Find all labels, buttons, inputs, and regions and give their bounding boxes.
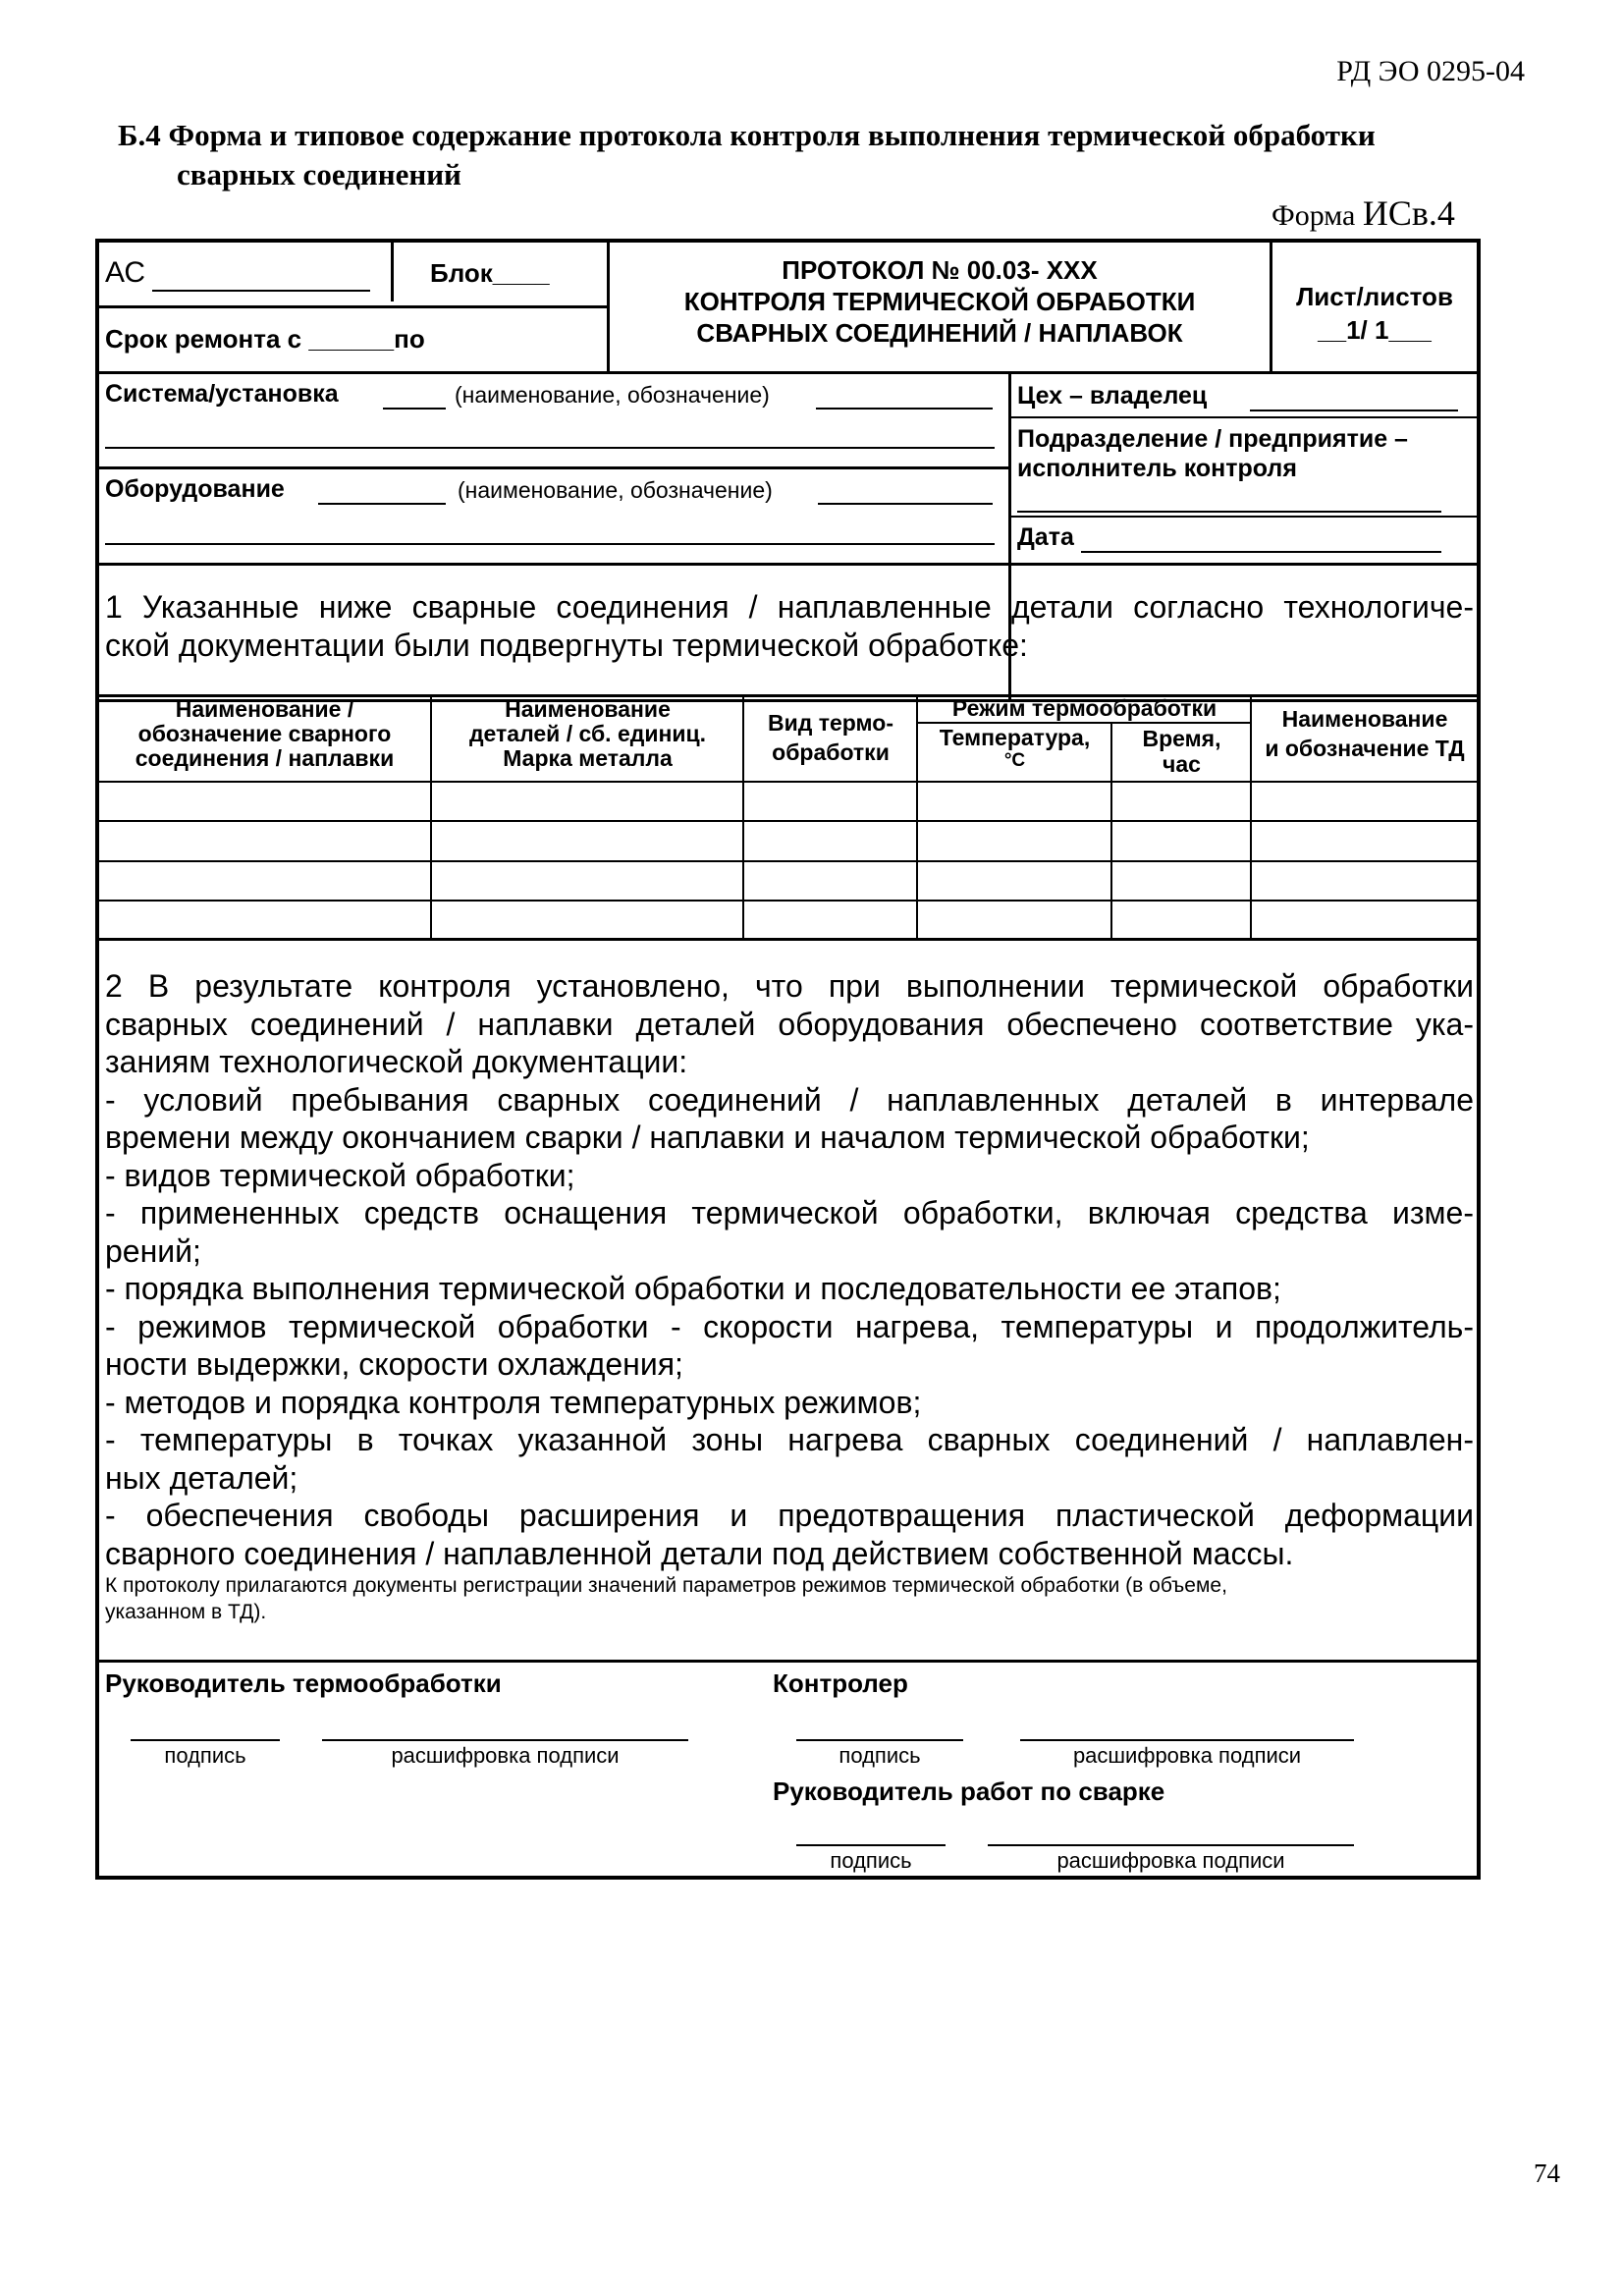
divider-workshop (1008, 416, 1477, 418)
equipment-underline-2[interactable] (818, 503, 993, 505)
head-thermo-signature-caption: подпись (164, 1743, 246, 1768)
section-2-line: - видов термической обработки; (105, 1157, 575, 1193)
section-2-note-line: указанном в ТД). (105, 1601, 267, 1623)
table-col-divider-2 (742, 694, 744, 938)
table-col-divider-3 (916, 694, 918, 938)
divider-section2-bottom (99, 1660, 1477, 1663)
head-thermo-decode-line[interactable] (322, 1739, 688, 1741)
division-underline[interactable] (1017, 511, 1441, 513)
table-col-divider-5 (1250, 694, 1252, 938)
table-header-parts-line-1: Наименование (505, 696, 671, 722)
head-welding-signature-line[interactable] (796, 1844, 946, 1846)
system-hint: (наименование, обозначение) (455, 382, 770, 408)
protocol-title-line-3: СВАРНЫХ СОЕДИНЕНИЙ / НАПЛАВОК (696, 318, 1183, 348)
table-header-parts (433, 697, 742, 771)
equipment-underline-1[interactable] (318, 503, 446, 505)
table-header-time-line-2: час (1163, 751, 1201, 777)
table-header-parts-line-3: Марка металла (503, 745, 673, 771)
controller-signature-line[interactable] (796, 1739, 963, 1741)
controller-signature-caption: подпись (839, 1743, 921, 1768)
section-2-line: - температуры в точках указанной зоны нагрева сварных соединений / наплавлен- (105, 1422, 1474, 1457)
section-2-line: - условий пребывания сварных соединений / наплавленных деталей в интервале (105, 1081, 1474, 1118)
table-header-joint-line-3: соединения / наплавки (135, 745, 395, 771)
table-row-divider-3 (99, 900, 1477, 902)
section-2-line: - порядка выполнения термической обработки и последовательности ее этапов; (105, 1271, 1281, 1306)
section-2-line: - режимов термической обработки - скорости нагрева, температуры и продолжитель- (105, 1308, 1474, 1344)
document-code: РД ЭО 0295-04 (1336, 55, 1525, 87)
system-underline-1[interactable] (383, 408, 446, 410)
system-label: Система/установка (105, 380, 339, 408)
date-underline[interactable] (1081, 551, 1441, 553)
head-welding-label: Руководитель работ по сварке (773, 1777, 1165, 1806)
section-2-line: ных деталей; (105, 1459, 298, 1496)
section-2-line: сварных соединений / наплавки деталей оборудования обеспечено соответствие ука- (105, 1006, 1474, 1042)
sheet-value: __1/ 1___ (1318, 315, 1432, 345)
table-header-temperature (919, 726, 1110, 773)
table-col-divider-4 (1110, 722, 1112, 938)
divider-system-equipment (99, 466, 1008, 469)
head-welding-decode-caption: расшифровка подписи (1056, 1848, 1285, 1873)
page-number: 74 (1534, 2159, 1560, 2188)
head-welding-signature-caption: подпись (830, 1848, 912, 1873)
divider-as-block (391, 243, 394, 301)
workshop-underline[interactable] (1250, 410, 1458, 411)
section-2-line: заниям технологической документации: (105, 1044, 688, 1079)
divider-header-bottom (99, 563, 1477, 566)
as-label: АС (105, 256, 146, 289)
section-2-line: - методов и порядка контроля температурных режимов; (105, 1384, 922, 1420)
section-1-line-2: ской документации были подвергнуты термической обработке: (105, 627, 1028, 663)
table-header-time-line-1: Время, (1142, 726, 1221, 751)
controller-label: Контролер (773, 1668, 908, 1698)
protocol-title-line-2: КОНТРОЛЯ ТЕРМИЧЕСКОЙ ОБРАБОТКИ (683, 287, 1196, 316)
divider-division (1008, 516, 1477, 518)
table-header-mode-group: Режим термообработки (951, 695, 1217, 721)
controller-decode-line[interactable] (1020, 1739, 1354, 1741)
divider-as-repair (99, 305, 607, 308)
sheet-block (1272, 280, 1477, 347)
division-label (1017, 424, 1408, 483)
table-header-time (1113, 726, 1250, 777)
table-header-temperature-unit: °C (1003, 750, 1026, 771)
section-2-line: 2 В результате контроля установлено, что при выполнении термической обработки (105, 968, 1474, 1004)
head-welding-decode-line[interactable] (988, 1844, 1354, 1846)
table-header-td-line-2: и обозначение ТД (1265, 736, 1465, 761)
equipment-label: Оборудование (105, 475, 285, 503)
equipment-hint: (наименование, обозначение) (458, 477, 773, 503)
table-header-td-line-1: Наименование (1281, 706, 1448, 732)
section-2-line: времени между окончанием сварки / наплавки и началом термической обработки; (105, 1120, 1310, 1155)
table-header-treatment-type (745, 708, 916, 767)
date-label: Дата (1017, 523, 1074, 551)
controller-decode-caption: расшифровка подписи (1072, 1743, 1302, 1768)
table-row-divider-2 (99, 860, 1477, 862)
division-label-line-1: Подразделение / предприятие – (1017, 425, 1408, 453)
section-1-text (105, 588, 1474, 664)
section-2-note-line: К протоколу прилагаются документы регистрации значений параметров режимов термической обработки (в объеме, (105, 1574, 1227, 1597)
form-label-code: ИСв.4 (1362, 193, 1455, 233)
form-label-prefix: Форма (1271, 199, 1356, 232)
section-heading (118, 116, 1532, 194)
equipment-underline-3[interactable] (105, 543, 995, 545)
head-thermo-label: Руководитель термообработки (105, 1668, 502, 1698)
table-header-bottom (99, 781, 1477, 783)
form-label (1271, 192, 1455, 234)
protocol-form (95, 239, 1481, 1880)
head-thermo-signature-line[interactable] (131, 1739, 280, 1741)
protocol-number: ПРОТОКОЛ № 00.03- XXX (782, 255, 1098, 285)
section-heading-line-2: сварных соединений (177, 157, 461, 191)
section-2-text (105, 967, 1474, 1625)
section-2-line: рений; (105, 1232, 201, 1269)
as-underline[interactable] (152, 290, 370, 292)
block-label: Блок____ (430, 258, 550, 288)
divider-table-bottom (99, 938, 1477, 941)
protocol-title (610, 254, 1270, 349)
repair-period-label: Срок ремонта с ______по (105, 324, 425, 354)
section-1-line-1: 1 Указанные ниже сварные соединения / наплавленные детали согласно технологиче- (105, 589, 1474, 625)
division-label-line-2: исполнитель контроля (1017, 455, 1297, 482)
table-header-joint (99, 697, 430, 771)
system-underline-3[interactable] (105, 447, 995, 449)
sheet-label: Лист/листов (1296, 282, 1453, 311)
table-header-td (1253, 704, 1477, 763)
table-row-divider-1 (99, 820, 1477, 822)
table-header-temperature-line-1: Температура, (939, 725, 1091, 750)
section-2-line: сварного соединения / наплавленной детали под действием собственной массы. (105, 1535, 1294, 1571)
section-2-line: - обеспечения свободы расширения и предотвращения пластической деформации (105, 1498, 1474, 1533)
section-heading-line-1: Б.4 Форма и типовое содержание протокола контроля выполнения термической обработки (118, 118, 1376, 152)
table-header-treatment-type-line-1: Вид термо- (768, 710, 893, 736)
table-col-divider-1 (430, 694, 432, 938)
table-header-parts-line-2: деталей / сб. единиц. (468, 721, 707, 746)
workshop-label: Цех – владелец (1017, 382, 1208, 410)
table-header-treatment-type-line-2: обработки (772, 739, 890, 765)
section-2-line: - примененных средств оснащения термической обработки, включая средства изме- (105, 1195, 1474, 1230)
table-header-joint-line-2: обозначение сварного (137, 721, 392, 746)
table-header-joint-line-1: Наименование / (175, 696, 354, 722)
section-2-line: ности выдержки, скорости охлаждения; (105, 1346, 683, 1382)
system-underline-2[interactable] (816, 408, 993, 410)
head-thermo-decode-caption: расшифровка подписи (391, 1743, 620, 1768)
table-mode-divider (916, 722, 1250, 724)
divider-header-info (99, 371, 1477, 374)
